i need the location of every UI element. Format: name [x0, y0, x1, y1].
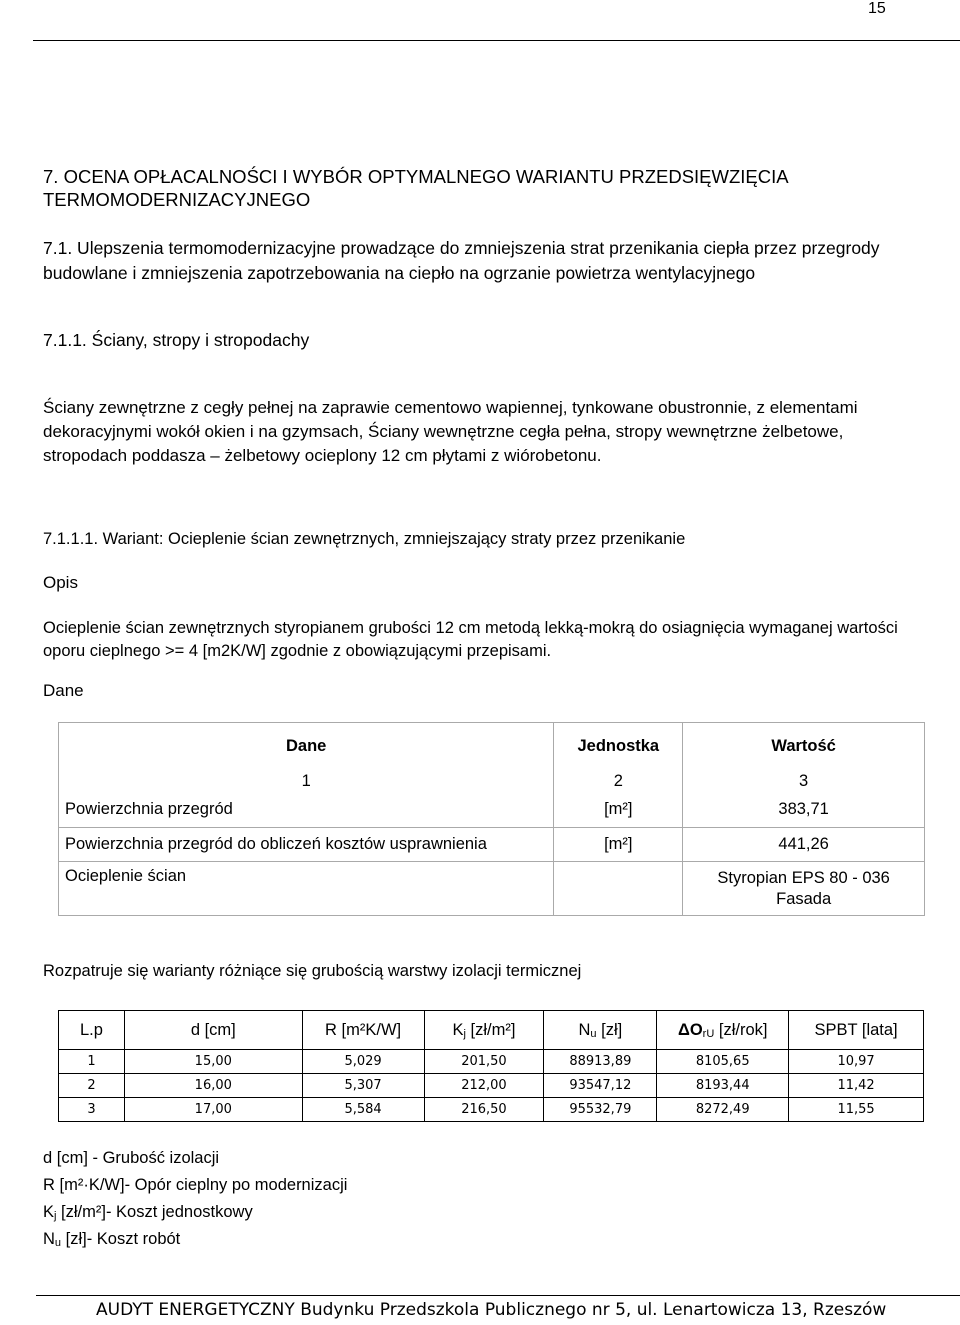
header-divider [33, 40, 960, 41]
row-label: Powierzchnia przegród do obliczeń kosztów usprawnienia [59, 828, 554, 862]
table-row [59, 1050, 924, 1074]
cell-spbt: 11,42 [789, 1074, 924, 1098]
opis-label: Opis [43, 573, 78, 592]
cell-spbt: 11,55 [789, 1098, 924, 1122]
row-value-line1: Styropian EPS 80 - 036 [717, 868, 890, 887]
cell-thickness: 15,00 [124, 1050, 302, 1074]
header-lp: L.p [59, 1011, 125, 1050]
header-dane: Dane [59, 723, 554, 771]
input-data-table [58, 722, 925, 916]
cell-resistance: 5,584 [302, 1098, 424, 1122]
header-unit-cost: $K_j$ [zł/m²] [424, 1011, 544, 1050]
header-work-cost: $N_u$ [zł] [544, 1011, 657, 1050]
cell-thickness: 16,00 [124, 1074, 302, 1098]
row-value [683, 862, 925, 916]
cell-resistance: 5,029 [302, 1050, 424, 1074]
header-wartosc: Wartość [683, 723, 925, 771]
row-unit: [m²] [554, 793, 683, 828]
cell-unit-cost: 201,50 [424, 1050, 544, 1074]
page-footer: AUDYT ENERGETYCZNY Budynku Przedszkola Publicznego nr 5, ul. Lenartowicza 13, Rzeszów [96, 1300, 887, 1320]
row-label: Ocieplenie ścian [59, 862, 554, 916]
cell-unit-cost: 216,50 [424, 1098, 544, 1122]
cell-work-cost: 95532,79 [544, 1098, 657, 1122]
row-unit [554, 862, 683, 916]
cell-savings: 8193,44 [657, 1074, 789, 1098]
header-thickness: d [cm] [124, 1011, 302, 1050]
variants-header-row [59, 1011, 924, 1050]
table-row [59, 828, 925, 862]
cell-lp: 1 [59, 1050, 125, 1074]
row-unit: [m²] [554, 828, 683, 862]
walls-description: Ściany zewnętrzne z cegły pełnej na zaprawie cementowo wapiennej, tynkowane obustronnie, z elementami dekoracyjnymi wokół okien i na gzymsach, Ściany wewnętrzne cegła pełna, stropy wewnętrzne żelbetowe, stropodach poddasza – żelbetowy ocieplony 12 cm płytami z wiórobetonu. [43, 398, 858, 465]
page-number: 15 [868, 0, 886, 17]
legend-item-work-cost: $N_u$ [zł]- Koszt robót [43, 1230, 181, 1249]
section-heading-line1: 7. OCENA OPŁACALNOŚCI I WYBÓR OPTYMALNEGO WARIANTU PRZEDSIĘWZIĘCIA [43, 166, 789, 187]
cell-lp: 3 [59, 1098, 125, 1122]
header-resistance: R [m²K/W] [302, 1011, 424, 1050]
header-spbt: SPBT [lata] [789, 1011, 924, 1050]
header-jednostka: Jednostka [554, 723, 683, 771]
row-value: 441,26 [683, 828, 925, 862]
subsubsection-heading: 7.1.1. Ściany, stropy i stropodachy [43, 330, 310, 350]
row-label: Powierzchnia przegród [59, 793, 554, 828]
footer-divider [36, 1295, 960, 1296]
column-number: 2 [554, 771, 683, 793]
cell-savings: 8105,65 [657, 1050, 789, 1074]
cell-thickness: 17,00 [124, 1098, 302, 1122]
column-number: 3 [683, 771, 925, 793]
variants-intro: Rozpatruje się warianty różniące się grubością warstwy izolacji termicznej [43, 962, 582, 980]
cell-spbt: 10,97 [789, 1050, 924, 1074]
subsection-heading: 7.1. Ulepszenia termomodernizacyjne prowadzące do zmniejszenia strat przenikania ciepła przez przegrody budowlane i zmniejszenia zapotrzebowania na ciepło na ogrzanie powietrza wentylacyjnego [43, 238, 880, 283]
table-row [59, 793, 925, 828]
table-row [59, 1074, 924, 1098]
header-savings: $\Delta O_{rU}$ [zł/rok] [657, 1011, 789, 1050]
cell-lp: 2 [59, 1074, 125, 1098]
table-row [59, 1098, 924, 1122]
section-heading [43, 165, 789, 211]
table-row [59, 862, 925, 916]
dane-label: Dane [43, 681, 84, 700]
cell-work-cost: 93547,12 [544, 1074, 657, 1098]
legend-item-unit-cost: $K_j$ [zł/m²]- Koszt jednostkowy [43, 1203, 253, 1222]
legend-item-thickness: d [cm] - Grubość izolacji [43, 1149, 220, 1167]
variant-heading: 7.1.1.1. Wariant: Ocieplenie ścian zewnętrznych, zmniejszający straty przez przenikanie [43, 530, 686, 548]
cell-work-cost: 88913,89 [544, 1050, 657, 1074]
row-value: 383,71 [683, 793, 925, 828]
variants-table [58, 1010, 924, 1122]
section-heading-line2: TERMOMODERNIZACYJNEGO [43, 189, 311, 210]
cell-resistance: 5,307 [302, 1074, 424, 1098]
cell-savings: 8272,49 [657, 1098, 789, 1122]
column-number: 1 [59, 771, 554, 793]
variant-description: Ocieplenie ścian zewnętrznych styropianem grubości 12 cm metodą lekką-mokrą do osiagnięcia wymaganej wartości oporu cieplnego >= 4 [m2K/W] zgodnie z obowiązującymi przepisami. [43, 619, 898, 660]
cell-unit-cost: 212,00 [424, 1074, 544, 1098]
legend-item-resistance: R [m²·K/W]- Opór cieplny po modernizacji [43, 1176, 348, 1194]
row-value-line2: Fasada [776, 889, 832, 908]
